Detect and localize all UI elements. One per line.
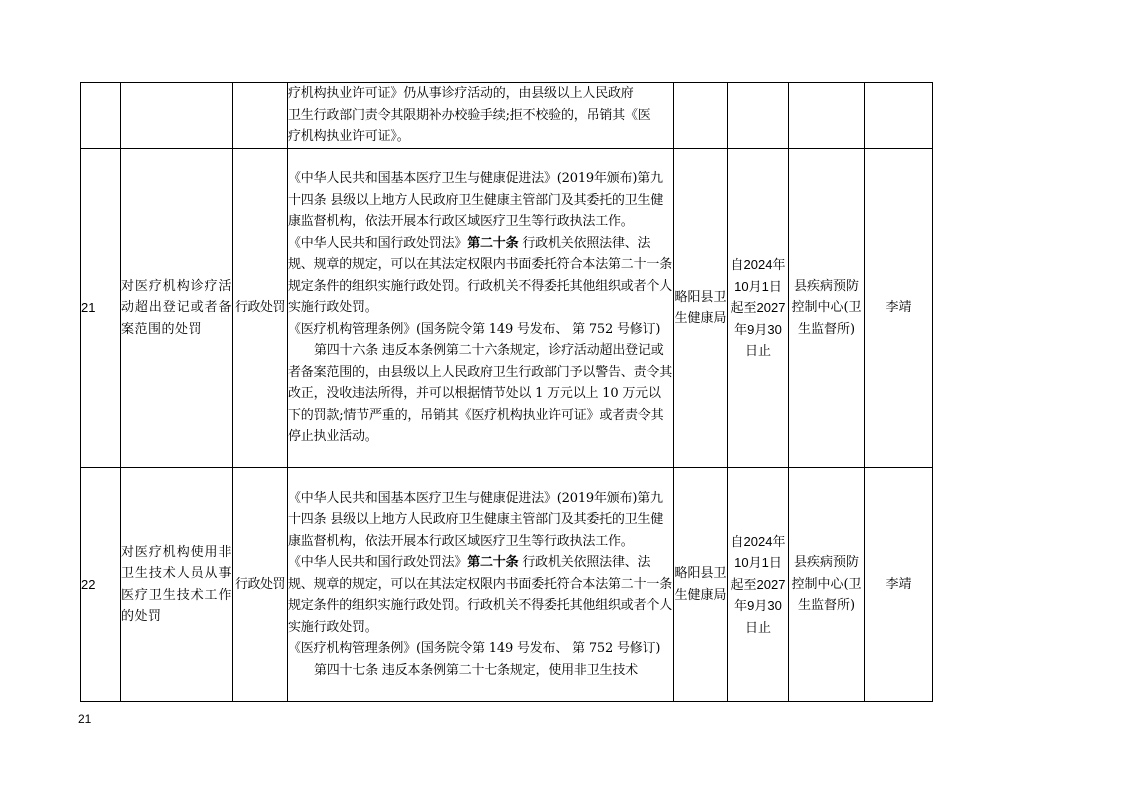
responsible-person: 李靖 <box>865 468 933 702</box>
validity-period: 自2024年10月1日起至2027年9月30日止 <box>728 468 789 702</box>
basis-paragraph: 《中华人民共和国基本医疗卫生与健康促进法》(2019年颁布)第九十四条 县级以上地方人民政府卫生健康主管部门及其委托的卫生健康监督机构，依法开展本行政区域医疗卫生等行政执法工作。 <box>288 490 664 549</box>
executor: 县疾病预防控制中心(卫生监督所) <box>789 468 865 702</box>
continuation-basis-cell <box>288 83 674 149</box>
table-cell <box>728 83 789 149</box>
legal-basis <box>288 468 674 702</box>
table-cell <box>81 83 121 149</box>
item-name: 对医疗机构使用非卫生技术人员从事医疗卫生技术工作的处罚 <box>121 468 233 702</box>
item-name: 对医疗机构诊疗活动超出登记或者备案范围的处罚 <box>121 149 233 468</box>
article-text: 行政机关依照法律、法规、规章的规定，可以在其法定权限内书面委托符合本法第二十一条规定条件的组织实施行政处罚。行政机关不得委托其他组织或者个人实施行政处罚。 <box>288 235 673 316</box>
item-type: 行政处罚 <box>233 149 288 468</box>
basis-paragraph: 第四十六条 违反本条例第二十六条规定，诊疗活动超出登记或者备案范围的，由县级以上人民政府卫生行政部门予以警告、责令其改正，没收违法所得，并可以根据情节处以 1 万元以上 10 万元以下的罚款;情节严重的，吊销其《医疗机构执业许可证》或者责令其停止执业活动。 <box>288 343 673 445</box>
article-text: 行政机关依照法律、法规、规章的规定，可以在其法定权限内书面委托符合本法第二十一条规定条件的组织实施行政处罚。行政机关不得委托其他组织或者个人实施行政处罚。 <box>288 555 673 635</box>
agency: 略阳县卫生健康局 <box>674 149 728 468</box>
table-row <box>81 83 933 149</box>
authority-table <box>80 82 933 702</box>
continuation-line: 疗机构执业许可证》仍从事诊疗活动的，由县级以上人民政府 <box>288 86 634 102</box>
agency: 略阳县卫生健康局 <box>674 468 728 702</box>
validity-period: 自2024年10月1日起至2027年9月30日止 <box>728 149 789 468</box>
item-type: 行政处罚 <box>233 468 288 702</box>
continuation-line: 疗机构执业许可证》。 <box>288 129 410 145</box>
table-row <box>81 468 933 702</box>
basis-paragraph <box>288 552 673 638</box>
responsible-person: 李靖 <box>865 149 933 468</box>
basis-paragraph: 第四十七条 违反本条例第二十七条规定，使用非卫生技术 <box>314 662 638 678</box>
table-cell <box>789 83 865 149</box>
page-number: 21 <box>78 712 92 726</box>
table-cell <box>121 83 233 149</box>
legal-basis <box>288 149 674 468</box>
basis-paragraph: 《中华人民共和国基本医疗卫生与健康促进法》(2019年颁布)第九十四条 县级以上地方人民政府卫生健康主管部门及其委托的卫生健康监督机构，依法开展本行政区域医疗卫生等行政执法工作。 <box>288 171 664 230</box>
table-row <box>81 149 933 468</box>
continuation-line: 卫生行政部门责令其限期补办校验手续;拒不校验的，吊销其《医 <box>288 107 651 123</box>
law-title: 《中华人民共和国行政处罚法》 <box>288 235 468 251</box>
basis-paragraph: 《医疗机构管理条例》(国务院令第 149 号发布、 第 752 号修订) <box>288 641 661 657</box>
table-cell <box>674 83 728 149</box>
article-number: 第二十条 <box>467 555 519 571</box>
row-number: 22 <box>81 468 121 702</box>
table-cell <box>865 83 933 149</box>
table-cell <box>233 83 288 149</box>
article-number: 第二十条 <box>467 235 519 251</box>
row-number: 21 <box>81 149 121 468</box>
basis-paragraph: 《医疗机构管理条例》(国务院令第 149 号发布、 第 752 号修订) <box>288 321 661 337</box>
executor: 县疾病预防控制中心(卫生监督所) <box>789 149 865 468</box>
basis-paragraph <box>288 233 673 319</box>
law-title: 《中华人民共和国行政处罚法》 <box>288 555 468 571</box>
